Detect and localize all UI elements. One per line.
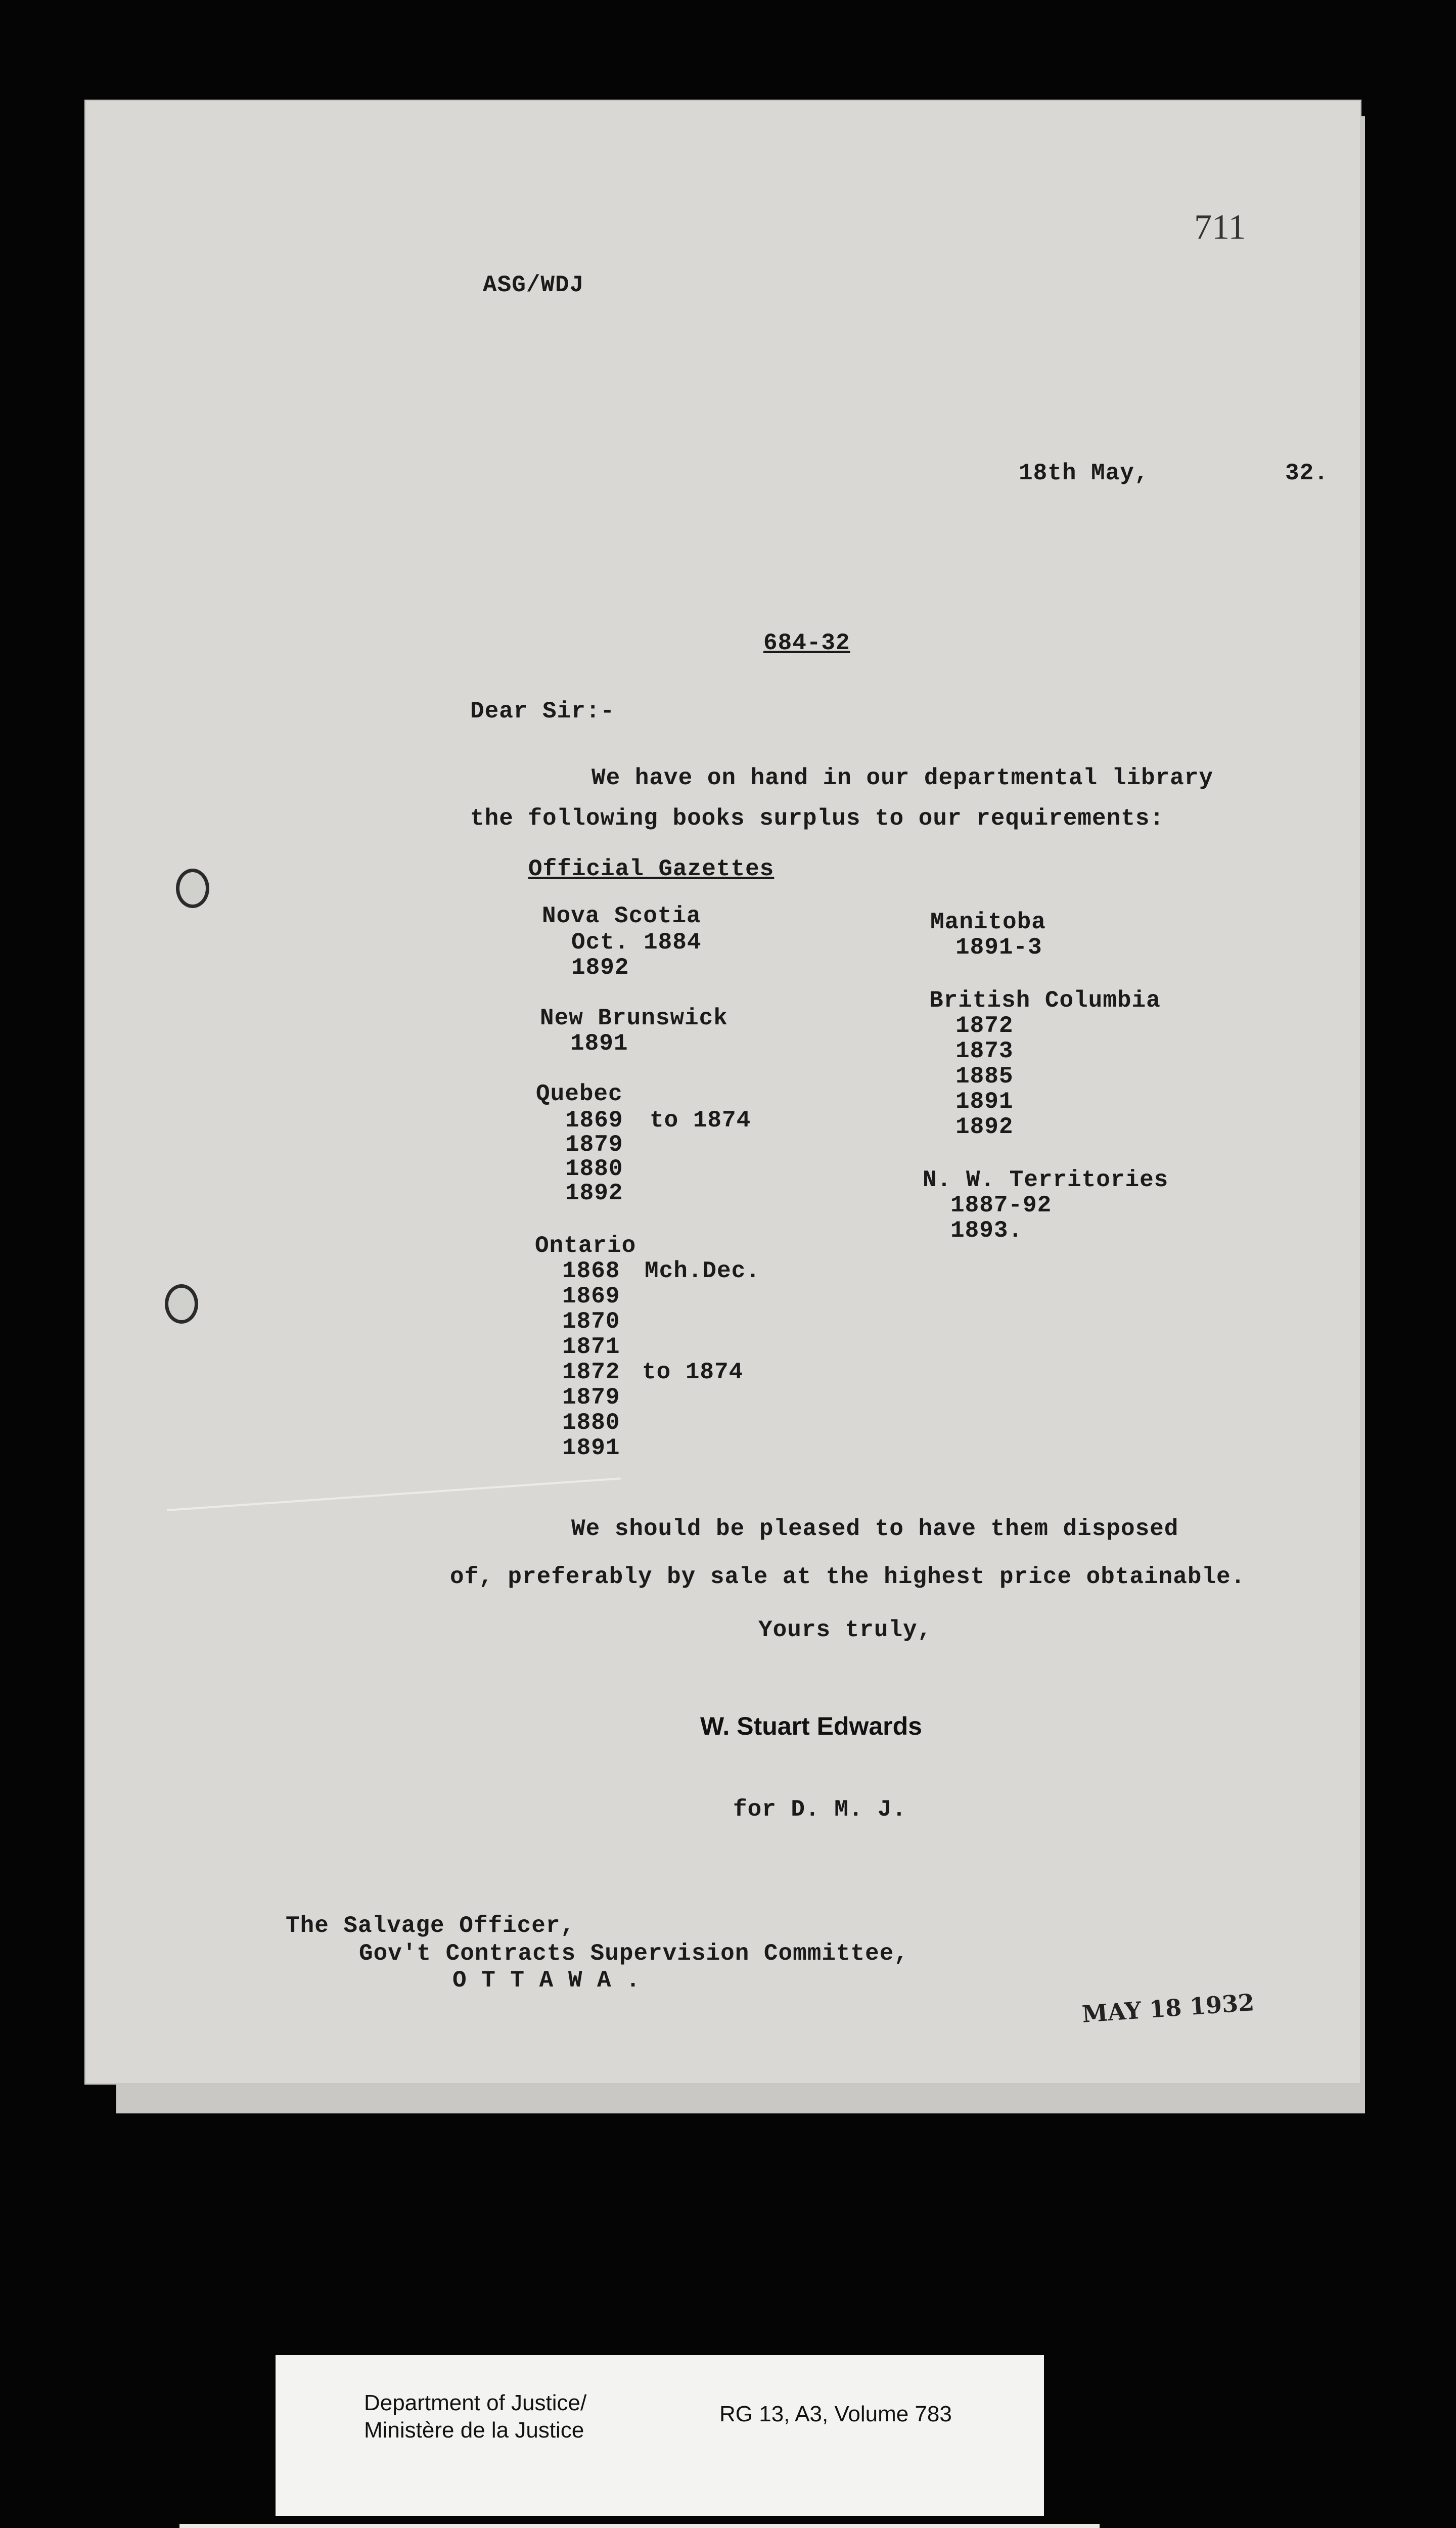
valediction: Yours truly, (758, 1617, 932, 1643)
gazette-province: N. W. Territories (923, 1167, 1169, 1193)
salutation: Dear Sir:- (470, 698, 615, 725)
gazette-year: 1887-92 (950, 1192, 1052, 1218)
addressee-line-1: The Salvage Officer, (286, 1913, 575, 1939)
gazette-year: 1880 (562, 1410, 620, 1436)
letter-page (86, 101, 1360, 2083)
received-date-stamp: MAY 18 1932 (1081, 1989, 1255, 2028)
department-name-en: Department of Justice/ (364, 2390, 587, 2415)
gazette-province: Ontario (535, 1233, 636, 1259)
gazette-year: 1891 (956, 1089, 1014, 1115)
gazettes-heading: Official Gazettes (528, 856, 775, 882)
closing-line-2: of, preferably by sale at the highest price obtainable. (450, 1564, 1246, 1590)
gazette-months: Mch.Dec. (645, 1258, 760, 1284)
file-number: 684-32 (763, 630, 850, 656)
intro-line-1: We have on hand in our departmental library (592, 765, 1213, 791)
gazette-year: 1872 (956, 1013, 1014, 1039)
gazette-year: 1868 (562, 1258, 620, 1284)
gazette-year: 1879 (562, 1384, 620, 1411)
gazette-year: 1870 (562, 1308, 620, 1335)
intro-line-2: the following books surplus to our requirements: (470, 805, 1165, 832)
gazette-year: 1891-3 (956, 934, 1042, 961)
gazette-year: 1891 (570, 1030, 628, 1057)
gazette-year: 1869 (565, 1107, 623, 1134)
gazette-year: 1871 (562, 1334, 620, 1360)
public-archives-plate (179, 2524, 1100, 2528)
gazette-year: Oct. 1884 (571, 929, 702, 956)
department-name-fr: Ministère de la Justice (364, 2418, 584, 2443)
addressee-line-2: Gov't Contracts Supervision Committee, (359, 1940, 908, 1967)
gazette-year: 1873 (956, 1038, 1014, 1064)
signature: W. Stuart Edwards (700, 1712, 922, 1740)
gazette-year: 1869 (562, 1283, 620, 1310)
page-number: 711 (1194, 208, 1246, 247)
gazette-year: 1880 (565, 1156, 623, 1182)
punch-hole-top (176, 869, 209, 908)
gazette-province: Nova Scotia (542, 903, 701, 929)
gazette-year: 1872 (562, 1359, 620, 1385)
for-deputy-minister: for D. M. J. (733, 1796, 907, 1823)
archive-reference-label (276, 2355, 1044, 2516)
gazette-year-range: to 1874 (642, 1359, 744, 1385)
letter-date: 18th May, (1019, 460, 1149, 486)
punch-hole-bottom (165, 1284, 198, 1324)
gazette-year: 1892 (956, 1114, 1014, 1140)
gazette-year-range: to 1874 (650, 1107, 751, 1134)
gazette-province: British Columbia (929, 987, 1161, 1014)
closing-line-1: We should be pleased to have them disposed (571, 1516, 1179, 1542)
gazette-year: 1893. (950, 1217, 1023, 1244)
reference-initials: ASG/WDJ (483, 272, 584, 298)
letter-date-year: 32. (1285, 460, 1329, 486)
gazette-year: 1885 (956, 1063, 1014, 1090)
gazette-year: 1879 (565, 1132, 623, 1158)
gazette-province: New Brunswick (540, 1005, 728, 1031)
gazette-province: Quebec (536, 1081, 623, 1107)
gazette-year: 1891 (562, 1435, 620, 1461)
gazette-year: 1892 (565, 1180, 623, 1206)
archive-reference: RG 13, A3, Volume 783 (719, 2402, 952, 2426)
gazette-province: Manitoba (930, 909, 1046, 935)
addressee-line-3: O T T A W A . (452, 1967, 641, 1994)
gazette-year: 1892 (571, 955, 629, 981)
